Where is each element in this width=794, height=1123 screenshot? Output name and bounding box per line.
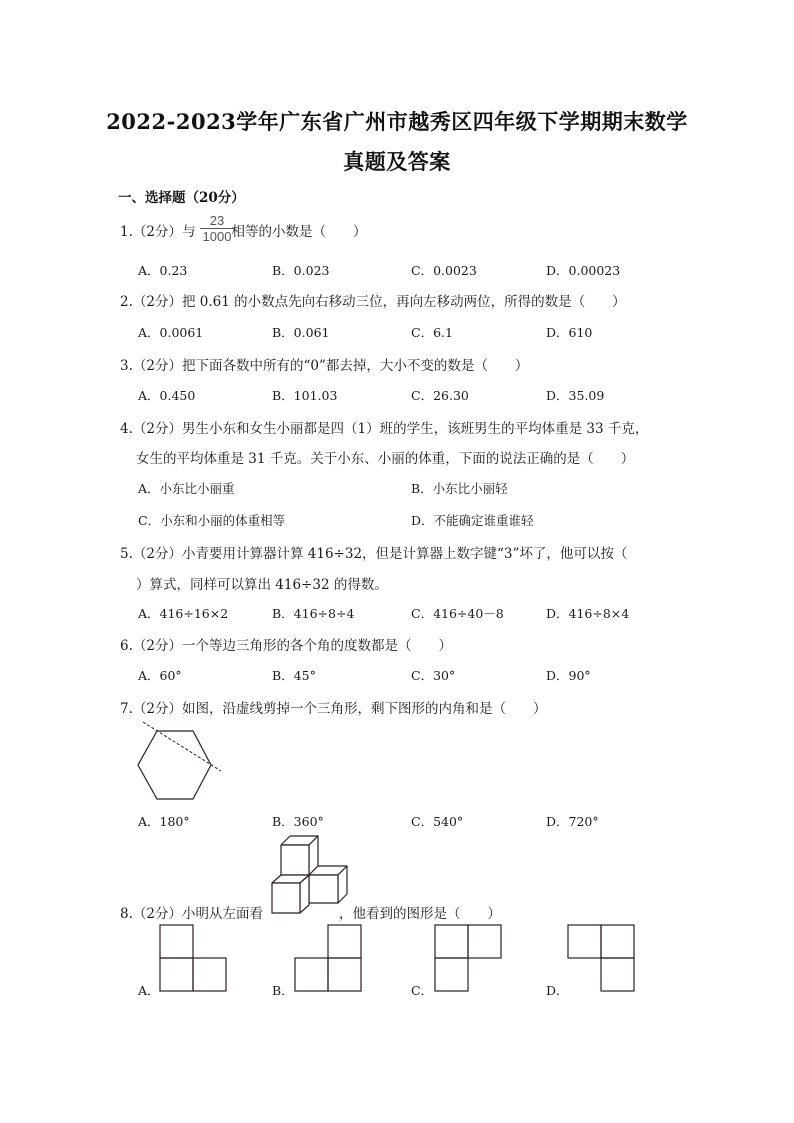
option-b[interactable]: B．360°	[272, 814, 324, 829]
question-text: 一个等边三角形的各个角的度数都是（ ）	[181, 638, 452, 654]
question-number: 1.	[120, 224, 133, 240]
option-b[interactable]: B．小东比小丽轻	[411, 481, 508, 496]
question-number: 8.	[120, 906, 133, 922]
option-c[interactable]: C．26.30	[411, 388, 469, 403]
document-title-line-2: 真题及答案	[343, 149, 451, 174]
grid-square	[568, 925, 601, 958]
grid-square	[328, 925, 361, 958]
question-points: （2分）	[132, 294, 182, 310]
option-d-shape	[568, 925, 634, 991]
question-text: 如图，沿虚线剪掉一个三角形，剩下图形的内角和是（ ）	[181, 701, 547, 717]
question-text: 与	[181, 224, 196, 240]
question-points: （2分）	[132, 906, 182, 922]
option-b[interactable]: B．0.061	[272, 325, 330, 340]
grid-square	[160, 925, 193, 958]
option-b-shape	[295, 925, 361, 991]
question-text: 小青要用计算器计算 416÷32，但是计算器上数字键“3”坏了，他可以按（	[181, 546, 628, 562]
option-c-shape	[435, 925, 501, 991]
grid-square	[295, 958, 328, 991]
option-d[interactable]: D．	[546, 983, 569, 998]
option-a[interactable]: A．0.450	[138, 388, 196, 403]
option-a-shape	[160, 925, 226, 991]
option-a[interactable]: A．60°	[138, 668, 182, 683]
question-number: 2.	[120, 294, 133, 310]
question-number: 4.	[120, 421, 133, 437]
fraction-numerator: 23	[200, 213, 234, 229]
question-4-stem-line-2: 女生的平均体重是 31 千克。关于小东、小丽的体重，下面的说法正确的是（ ）	[136, 451, 635, 467]
option-c[interactable]: C．0.0023	[411, 263, 477, 278]
option-b[interactable]: B．45°	[272, 668, 316, 683]
question-text: 小明从左面看	[181, 906, 263, 922]
question-points: （2分）	[132, 421, 182, 437]
question-text: 把 0.61 的小数点先向右移动三位，再向左移动两位，所得的数是（ ）	[181, 294, 626, 310]
option-a[interactable]: A．0.23	[138, 263, 188, 278]
option-c[interactable]: C．30°	[411, 668, 456, 683]
document-title-line-1: 2022-2023学年广东省广州市越秀区四年级下学期期末数学	[106, 109, 688, 134]
question-number: 5.	[120, 546, 133, 562]
grid-square	[435, 925, 468, 958]
grid-square	[601, 925, 634, 958]
question-text: 相等的小数是（ ）	[231, 224, 367, 240]
option-d[interactable]: D．90°	[546, 668, 591, 683]
option-d[interactable]: D．35.09	[546, 388, 605, 403]
option-b[interactable]: B．416÷8÷4	[272, 606, 355, 621]
question-points: （2分）	[132, 701, 182, 717]
option-b[interactable]: B．101.03	[272, 388, 338, 403]
option-d[interactable]: D．610	[546, 325, 593, 340]
option-b[interactable]: B．	[272, 983, 294, 998]
option-b[interactable]: B．0.023	[272, 263, 330, 278]
question-points: （2分）	[132, 638, 182, 654]
question-points: （2分）	[132, 224, 182, 240]
option-d[interactable]: D．416÷8×4	[546, 606, 630, 621]
grid-square	[601, 958, 634, 991]
option-a[interactable]: A．180°	[138, 814, 190, 829]
option-c[interactable]: C．小东和小丽的体重相等	[138, 513, 286, 528]
question-text: ，他看到的图形是（ ）	[338, 906, 501, 922]
option-a[interactable]: A．416÷16×2	[138, 606, 229, 621]
grid-square	[328, 958, 361, 991]
option-d[interactable]: D．0.00023	[546, 263, 621, 278]
option-a[interactable]: A．	[138, 983, 160, 998]
grid-square	[160, 958, 193, 991]
grid-square	[193, 958, 226, 991]
grid-square	[468, 925, 501, 958]
option-c[interactable]: C．540°	[411, 814, 464, 829]
question-5-stem-line-2: ）算式，同样可以算出 416÷32 的得数。	[136, 577, 388, 593]
option-a[interactable]: A．小东比小丽重	[138, 481, 235, 496]
option-c[interactable]: C．6.1	[411, 325, 453, 340]
question-number: 3.	[120, 358, 133, 374]
question-number: 7.	[120, 701, 133, 717]
option-d[interactable]: D．不能确定谁重谁轻	[411, 513, 534, 528]
question-number: 6.	[120, 638, 133, 654]
grid-square	[435, 958, 468, 991]
option-c[interactable]: C．	[411, 983, 434, 998]
question-text: 男生小东和女生小丽都是四（1）班的学生，该班男生的平均体重是 33 千克，	[181, 421, 649, 437]
option-c[interactable]: C．416÷40－8	[411, 606, 504, 621]
question-points: （2分）	[132, 358, 182, 374]
option-a[interactable]: A．0.0061	[138, 325, 204, 340]
question-points: （2分）	[132, 546, 182, 562]
question-text: 把下面各数中所有的“0”都去掉，大小不变的数是（ ）	[181, 358, 529, 374]
option-d[interactable]: D．720°	[546, 814, 599, 829]
fraction-denominator: 1000	[202, 229, 232, 244]
section-heading: 一、选择题（20分）	[118, 190, 245, 206]
